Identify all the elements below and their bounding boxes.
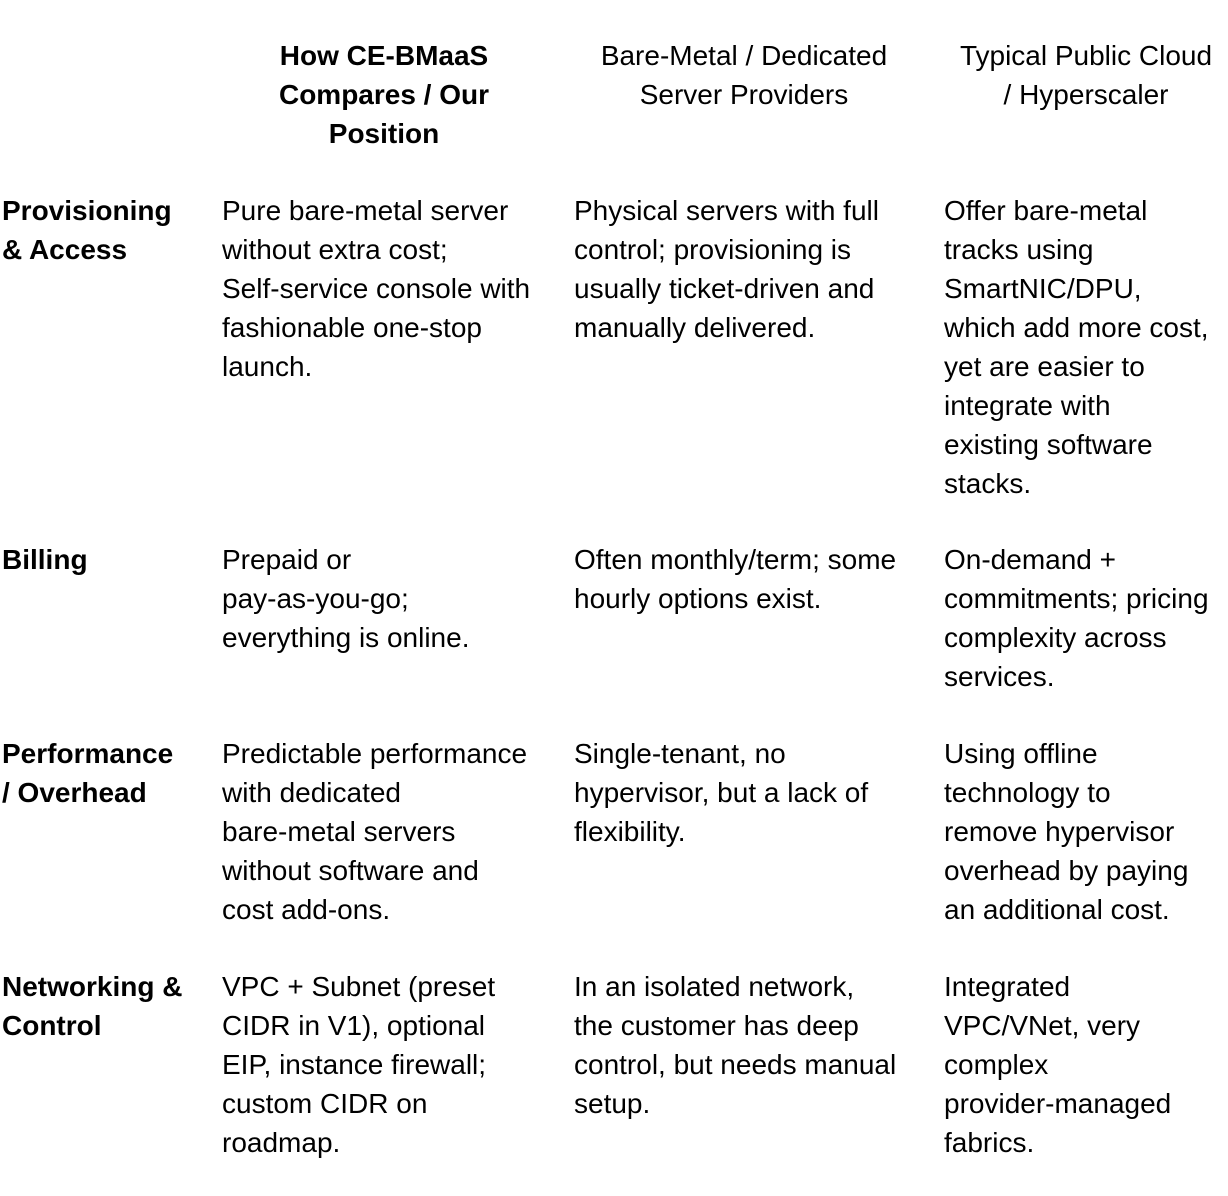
table-cell: Pure bare-metal server without extra cost; Self-service console with fashionable one-stop launch. xyxy=(222,195,531,382)
row-header-provisioning: Provisioning & Access xyxy=(2,195,172,265)
column-header-ce-bmaas: How CE-BMaaS Compares / Our Position xyxy=(278,40,490,149)
table-cell: Often monthly/term; some hourly options exist. xyxy=(574,544,897,614)
table-cell: Using offline technology to remove hypervisor overhead by paying an additional cost. xyxy=(944,738,1189,925)
table-cell: VPC + Subnet (preset CIDR in V1), optional EIP, instance firewall; custom CIDR on roadmap. xyxy=(222,971,496,1158)
column-header-public-cloud: Typical Public Cloud / Hyperscaler xyxy=(959,40,1213,110)
table-cell: Prepaid or pay-as-you-go; everything is online. xyxy=(222,544,470,653)
table-cell: Single-tenant, no hypervisor, but a lack of flexibility. xyxy=(574,738,869,847)
table-cell: Offer bare-metal tracks using SmartNIC/DPU, which add more cost, yet are easier to integrate with existing software stacks. xyxy=(944,195,1209,499)
table-cell: On-demand + commitments; pricing complexity across services. xyxy=(944,544,1209,692)
table-cell: Predictable performance with dedicated bare-metal servers without software and cost add-ons. xyxy=(222,738,528,925)
row-header-performance: Performance / Overhead xyxy=(2,738,174,808)
row-header-networking: Networking & Control xyxy=(2,971,183,1041)
table-cell: Physical servers with full control; provisioning is usually ticket-driven and manually delivered. xyxy=(574,195,879,343)
table-cell: Integrated VPC/VNet, very complex provider-managed fabrics. xyxy=(944,971,1172,1158)
row-header-billing: Billing xyxy=(2,544,88,575)
table-cell: In an isolated network, the customer has deep control, but needs manual setup. xyxy=(574,971,897,1119)
column-header-bare-metal-providers: Bare-Metal / Dedicated Server Providers xyxy=(600,40,888,110)
